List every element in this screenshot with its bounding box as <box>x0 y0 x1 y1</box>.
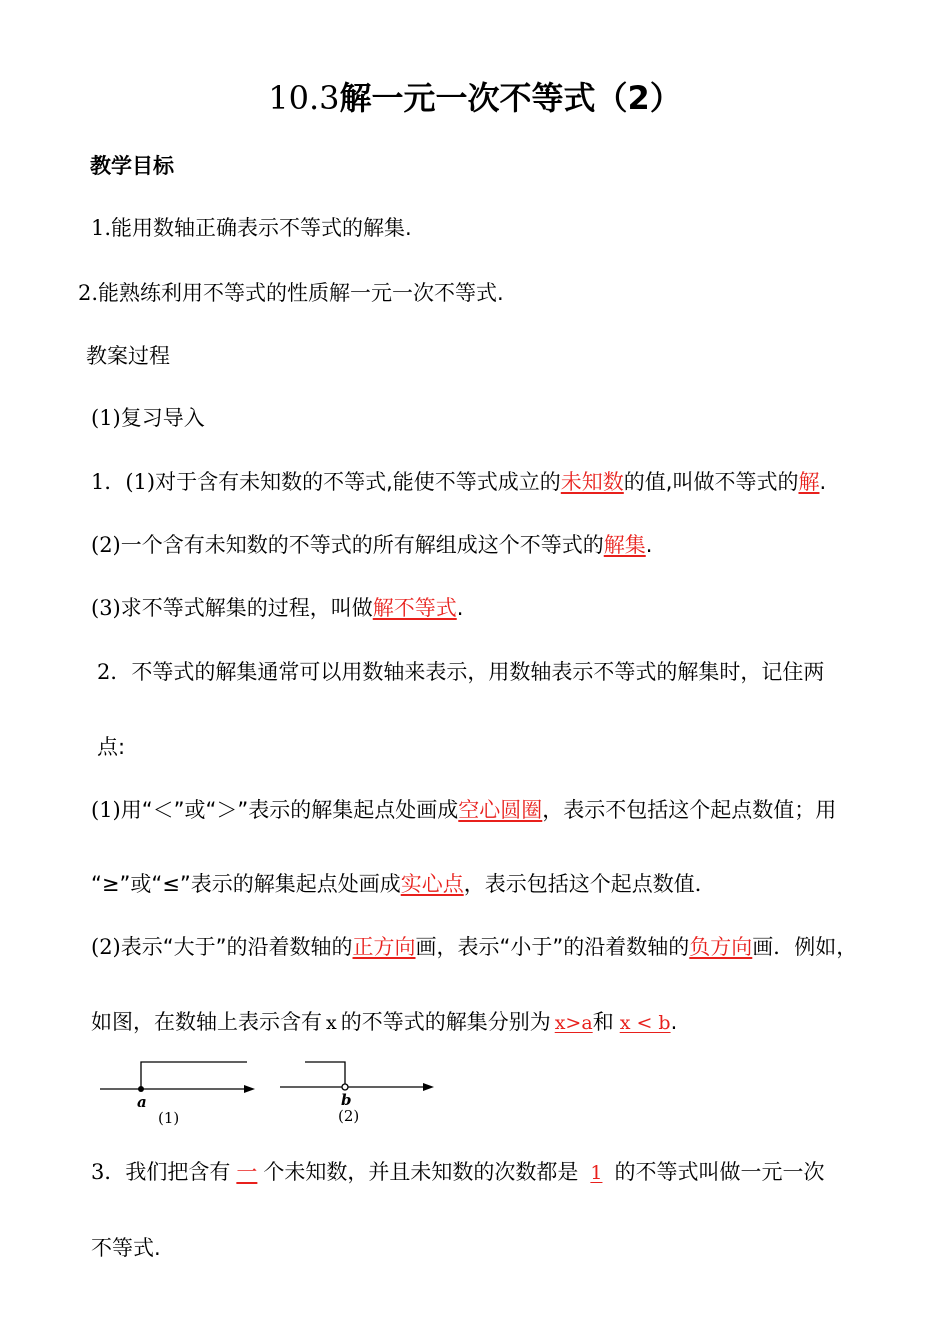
question-1-part-1 <box>91 468 826 496</box>
question-1-text-b: 的值,叫做不等式的 <box>623 470 799 494</box>
question-2-point-2-line-2-b: 的不等式的解集分别为 <box>340 1010 551 1034</box>
question-2-line-1 <box>97 658 824 686</box>
question-1-part-3-end: . <box>456 596 464 620</box>
question-3-line-1 <box>91 1158 824 1187</box>
question-3-text-b: 个未知数，并且未知数的次数都是 <box>263 1160 579 1184</box>
question-1-part-2-text: 一个含有未知数的不等式的所有解组成这个不等式的 <box>120 533 604 557</box>
process-heading: 教案过程 <box>86 344 170 368</box>
question-2-point-2-number: (2) <box>91 935 121 959</box>
question-1-part-2-number: (2) <box>91 533 121 557</box>
question-2-point-2-line-2-a: 如图，在数轴上表示含有 <box>91 1010 322 1034</box>
number-line-figure-1 <box>95 1055 265 1135</box>
question-2-point-2-text-b: 画，表示“小于”的沿着数轴的 <box>415 935 690 959</box>
answer-degree-one: 1 <box>590 1162 603 1184</box>
question-1-part-3 <box>91 594 463 622</box>
question-2-point-2-text-c: 画．例如， <box>752 935 858 959</box>
hollow-circle-icon <box>342 1084 348 1090</box>
question-2-point-2-text-a: 表示“大于”的沿着数轴的 <box>120 935 353 959</box>
question-2-point-2-line-2-c: 和 <box>592 1010 614 1034</box>
question-1-part-3-text: 求不等式解集的过程，叫做 <box>120 596 373 620</box>
answer-solid-dot: 实心点 <box>400 872 464 896</box>
question-3-line-2: 不等式. <box>91 1236 161 1260</box>
question-3-text-c: 的不等式叫做一元一次 <box>614 1160 825 1184</box>
question-1-part-2-end: . <box>645 533 653 557</box>
goal-item-2-text: 能熟练利用不等式的性质解一元一次不等式. <box>98 281 504 305</box>
question-2-point-1-line-2 <box>91 870 716 898</box>
question-3-number: 3． <box>91 1160 126 1184</box>
answer-x-greater-a: x>a <box>554 1012 593 1034</box>
axis-arrow-icon <box>244 1085 255 1093</box>
question-1-part-2 <box>91 531 652 559</box>
figure-1-caption: (1) <box>158 1109 180 1127</box>
review-section-number: (1) <box>91 406 121 430</box>
answer-x-less-b: x < b <box>619 1012 671 1034</box>
question-1-end: . <box>819 470 827 494</box>
review-section <box>91 404 205 432</box>
point-label-b: b <box>341 1091 352 1109</box>
number-line-figure-2 <box>275 1055 445 1135</box>
answer-unknown: 未知数 <box>560 470 624 494</box>
title-text: 解一元一次不等式（2） <box>339 79 682 117</box>
question-2-line-2: 点: <box>97 735 126 759</box>
variable-x: x <box>326 1012 337 1034</box>
goal-item-2 <box>78 279 504 307</box>
axis-arrow-icon <box>423 1083 434 1091</box>
question-2-point-1-line-1 <box>91 796 836 824</box>
goal-item-1 <box>91 214 412 242</box>
point-label-a: a <box>137 1093 147 1111</box>
question-3-text-a: 我们把含有 <box>125 1160 231 1184</box>
question-2-point-1-text-a: 用“＜”或“＞”表示的解集起点处画成 <box>120 798 459 822</box>
question-2-point-1-line-2-a: “≥”或“≤”表示的解集起点处画成 <box>91 872 401 896</box>
page-title <box>0 78 950 118</box>
question-2-text: 不等式的解集通常可以用数轴来表示，用数轴表示不等式的解集时，记住两 <box>131 660 825 684</box>
question-2-point-1-number: (1) <box>91 798 121 822</box>
goal-item-1-text: 能用数轴正确表示不等式的解集. <box>111 216 412 240</box>
question-2-point-1-line-2-b: ，表示包括这个起点数值． <box>463 872 716 896</box>
question-2-number: 2． <box>97 660 132 684</box>
question-1-part-3-number: (3) <box>91 596 121 620</box>
goal-item-2-number: 2. <box>78 281 99 305</box>
answer-solution: 解 <box>798 470 820 494</box>
figure-2-caption: (2) <box>338 1107 360 1125</box>
review-section-text: 复习导入 <box>120 406 205 430</box>
title-number: 10.3 <box>268 79 340 117</box>
question-2-point-2-line-2 <box>91 1008 677 1037</box>
answer-positive-direction: 正方向 <box>352 935 416 959</box>
question-2-point-1-text-b: ，表示不包括这个起点数值；用 <box>542 798 837 822</box>
solution-set-bracket <box>305 1062 345 1084</box>
answer-negative-direction: 负方向 <box>689 935 753 959</box>
answer-hollow-circle: 空心圆圈 <box>458 798 543 822</box>
question-2-point-2-line-2-d: . <box>670 1010 678 1034</box>
question-1-text-a: 对于含有未知数的不等式,能使不等式成立的 <box>155 470 561 494</box>
answer-solve-inequality: 解不等式 <box>372 596 457 620</box>
answer-one-unknown: 一 <box>236 1160 258 1184</box>
solution-set-bracket <box>141 1062 247 1089</box>
solid-dot-icon <box>138 1086 144 1092</box>
answer-solution-set: 解集 <box>603 533 646 557</box>
question-2-point-2-line-1 <box>91 933 857 961</box>
question-1-number: 1．(1) <box>91 470 156 494</box>
goals-heading: 教学目标 <box>90 154 174 178</box>
goal-item-1-number: 1. <box>91 216 112 240</box>
